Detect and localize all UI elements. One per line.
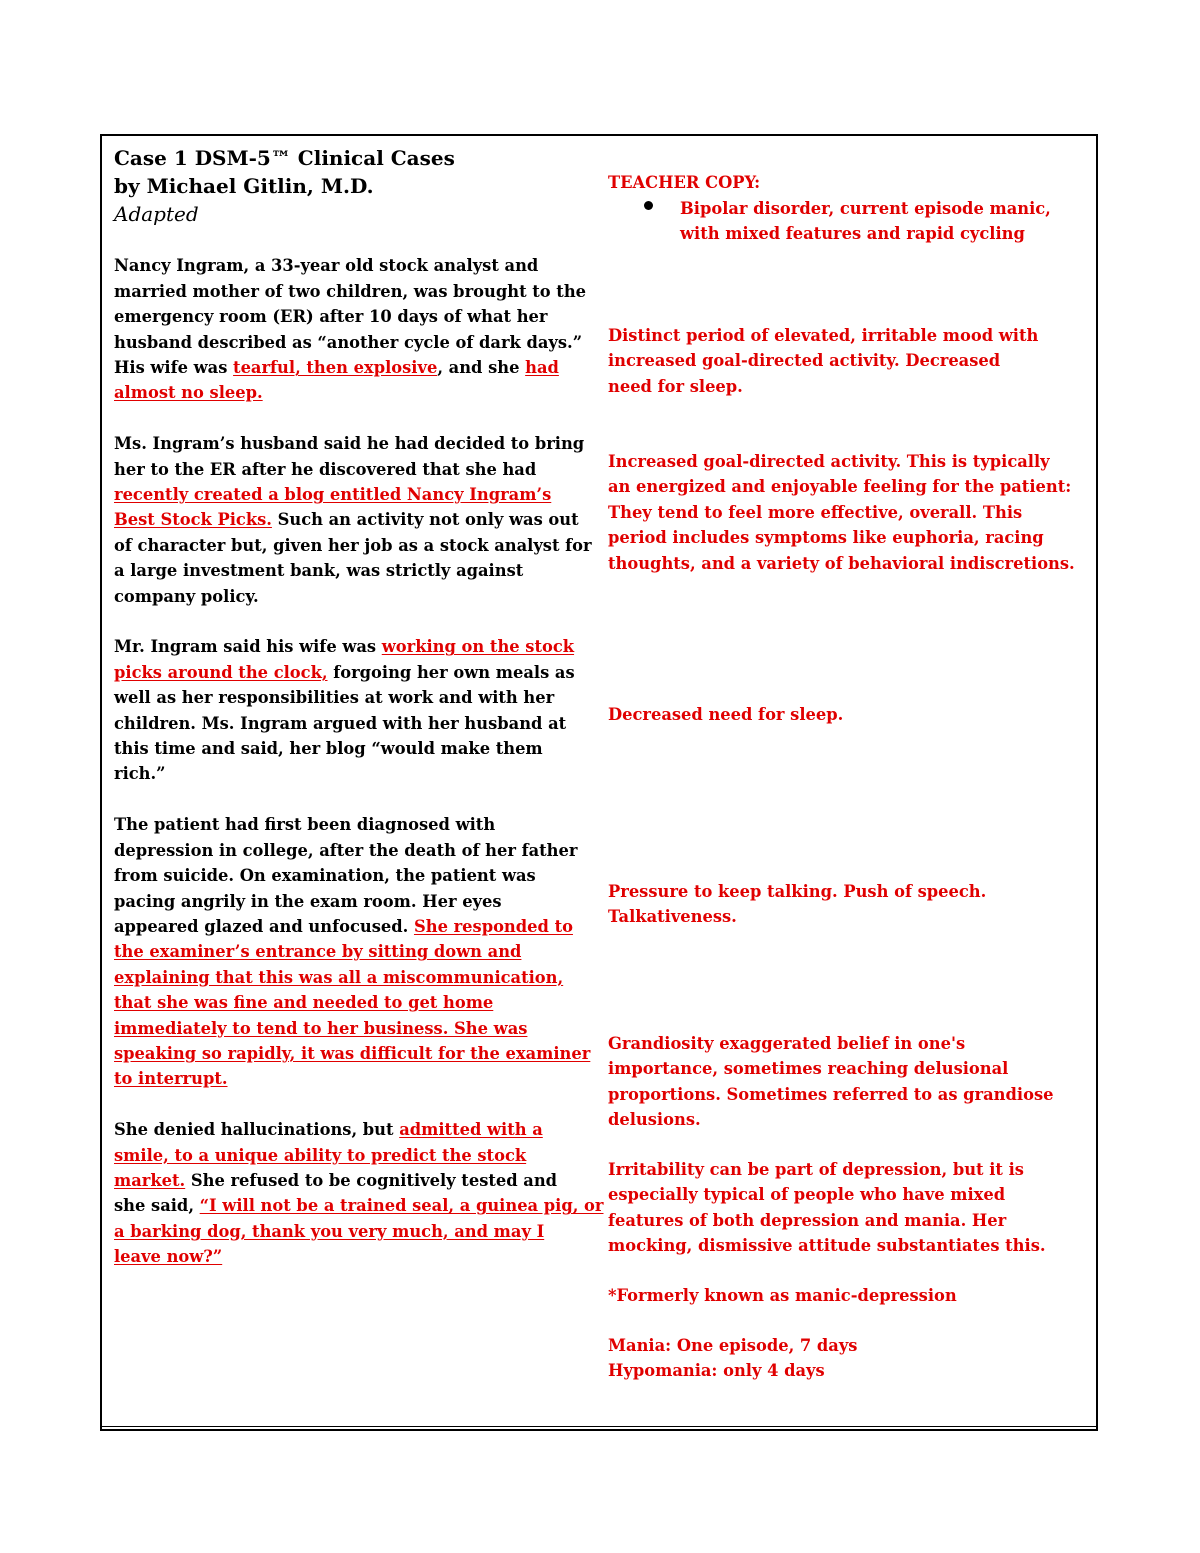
highlighted-phrase: the examiner’s entrance by sitting down and xyxy=(114,942,522,962)
teacher-note-line: features of both depression and mania. Her xyxy=(608,1210,1007,1230)
case-line xyxy=(114,330,596,355)
spacer xyxy=(114,228,596,253)
case-text: Mr. Ingram said his wife was xyxy=(114,637,382,657)
case-text: appeared glazed and unfocused. xyxy=(114,916,414,936)
highlighted-phrase: She responded to xyxy=(413,916,573,936)
teacher-note-line: delusions. xyxy=(608,1110,701,1130)
case-text: children. Ms. Ingram argued with her husband at xyxy=(114,713,567,733)
highlighted-phrase: to interrupt. xyxy=(114,1069,228,1089)
case-line xyxy=(114,939,596,964)
case-subtitle: Adapted xyxy=(114,202,199,226)
teacher-note-line: Grandiosity exaggerated belief in one's xyxy=(608,1034,966,1053)
spacer xyxy=(114,787,596,812)
teacher-note-line: Increased goal-directed activity. This is typically xyxy=(608,452,1050,471)
case-text: His wife was xyxy=(114,358,234,378)
highlighted-phrase: admitted with a xyxy=(399,1120,543,1140)
teacher-note-line: Decreased need for sleep. xyxy=(608,705,844,724)
case-line xyxy=(114,533,596,558)
case-line xyxy=(114,1117,596,1142)
case-line xyxy=(114,736,596,761)
case-line xyxy=(114,1016,596,1041)
case-column xyxy=(114,144,604,1270)
teacher-note-line: *Formerly known as manic-depression xyxy=(608,1286,957,1305)
case-text: her to the ER after he discovered that she had xyxy=(114,459,537,479)
case-text: depression in college, after the death of her father xyxy=(114,840,578,860)
highlighted-phrase: market. xyxy=(114,1170,186,1190)
case-paragraph xyxy=(114,431,596,609)
case-paragraph xyxy=(114,1117,604,1269)
case-line xyxy=(114,1168,596,1193)
case-text: forgoing her own meals as xyxy=(327,662,575,682)
case-line xyxy=(114,812,596,837)
case-line xyxy=(114,1066,596,1091)
teacher-note-grandiosity xyxy=(608,1031,1053,1133)
teacher-note-line: mocking, dismissive attitude substantiates this. xyxy=(608,1236,1046,1256)
case-line xyxy=(114,279,596,304)
case-line xyxy=(114,253,596,278)
case-line xyxy=(114,1244,596,1269)
highlighted-phrase: almost no sleep. xyxy=(114,383,263,403)
highlighted-phrase: explaining that this was all a miscommunication, xyxy=(114,967,564,987)
document-frame xyxy=(100,134,1098,1431)
highlighted-phrase: tearful, then explosive xyxy=(233,358,438,378)
case-text: She denied hallucinations, but xyxy=(114,1120,400,1140)
case-text: from suicide. On examination, the patient was xyxy=(114,866,536,886)
case-line xyxy=(114,914,596,939)
spacer xyxy=(114,1092,596,1117)
teacher-note-line: Hypomania: only 4 days xyxy=(608,1361,825,1381)
case-line xyxy=(114,482,596,507)
case-text: She refused to be cognitively tested and xyxy=(185,1170,558,1190)
case-text: , and she xyxy=(437,358,526,378)
teacher-note-line: importance, sometimes reaching delusional xyxy=(608,1059,1009,1079)
highlighted-phrase: recently created a blog entitled Nancy Ingram’s xyxy=(114,485,552,505)
teacher-note-line: Distinct period of elevated, irritable mood with xyxy=(608,326,1039,345)
case-line xyxy=(114,838,596,863)
case-paragraph xyxy=(114,253,596,405)
highlighted-phrase: working on the stock xyxy=(381,637,575,657)
case-line xyxy=(114,380,596,405)
case-line xyxy=(114,863,596,888)
teacher-note-line: Talkativeness. xyxy=(608,907,737,927)
teacher-note-line: Pressure to keep talking. Push of speech. xyxy=(608,882,987,901)
teacher-note-line: need for sleep. xyxy=(608,376,743,396)
highlighted-phrase: had xyxy=(525,358,559,378)
highlighted-phrase: Best Stock Picks. xyxy=(114,510,272,530)
case-text: this time and said, her blog “would make them xyxy=(114,739,543,759)
case-text: Ms. Ingram’s husband said he had decided to bring xyxy=(114,434,585,454)
teacher-heading: TEACHER COPY: xyxy=(608,173,761,192)
highlighted-phrase: speaking so rapidly, it was difficult for the examiner xyxy=(114,1043,591,1063)
case-text: she said, xyxy=(114,1196,200,1216)
teacher-note-line: Irritability can be part of depression, but it is xyxy=(608,1160,1024,1179)
teacher-note-sleep xyxy=(608,702,843,727)
case-line xyxy=(114,990,596,1015)
case-text: husband described as “another cycle of dark days.” xyxy=(114,332,583,352)
case-text: Nancy Ingram, a 33-year old stock analyst and xyxy=(114,256,539,276)
case-text: rich.” xyxy=(114,764,166,784)
highlighted-phrase: leave now?” xyxy=(114,1247,223,1267)
case-line xyxy=(114,761,596,786)
case-text: a large investment bank, was strictly against xyxy=(114,561,524,581)
case-line xyxy=(114,889,596,914)
case-line xyxy=(114,304,596,329)
teacher-note-line: an energized and enjoyable feeling for the patient: xyxy=(608,477,1072,497)
teacher-note-speech xyxy=(608,879,986,930)
case-line xyxy=(114,1143,596,1168)
teacher-note-line: Mania: One episode, 7 days xyxy=(608,1336,858,1355)
case-line xyxy=(114,507,596,532)
case-paragraph xyxy=(114,634,596,786)
highlighted-phrase: smile, to a unique ability to predict the stock xyxy=(114,1145,527,1165)
highlighted-phrase: picks around the clock, xyxy=(114,662,328,682)
highlighted-phrase: immediately to tend to her business. She was xyxy=(114,1018,528,1038)
case-line xyxy=(114,965,596,990)
case-line xyxy=(114,1041,596,1066)
case-text: emergency room (ER) after 10 days of what her xyxy=(114,307,548,327)
teacher-note-line: especially typical of people who have mixed xyxy=(608,1185,1006,1205)
spacer xyxy=(114,609,596,634)
case-text: married mother of two children, was brought to the xyxy=(114,281,587,301)
case-line xyxy=(114,660,596,685)
diagnosis-text xyxy=(680,196,1051,247)
case-text: of character but, given her job as a stock analyst for xyxy=(114,535,592,555)
case-line xyxy=(114,558,596,583)
highlighted-phrase: a barking dog, thank you very much, and may I xyxy=(114,1221,545,1241)
diagnosis-line: with mixed features and rapid cycling xyxy=(680,224,1025,244)
case-text: well as her responsibilities at work and with her xyxy=(114,688,555,708)
case-line xyxy=(114,1193,604,1218)
highlighted-phrase: that she was fine and needed to get home xyxy=(114,993,494,1013)
case-text: The patient had first been diagnosed with xyxy=(114,815,496,835)
diagnosis-line: Bipolar disorder, current episode manic, xyxy=(680,199,1051,218)
teacher-note-line: period includes symptoms like euphoria, racing xyxy=(608,528,1044,548)
case-line xyxy=(114,584,596,609)
teacher-note-irritability xyxy=(608,1157,1046,1259)
case-line xyxy=(114,431,596,456)
case-title: Case 1 DSM-5™ Clinical Cases xyxy=(114,146,455,170)
teacher-note-line: They tend to feel more effective, overall. This xyxy=(608,502,1023,522)
case-line xyxy=(114,1219,596,1244)
bullet-icon xyxy=(644,201,653,210)
highlighted-phrase: “I will not be a trained seal, a guinea pig, or xyxy=(199,1196,604,1216)
case-line xyxy=(114,685,596,710)
case-line xyxy=(114,711,596,736)
case-line xyxy=(114,457,596,482)
teacher-note-durations xyxy=(608,1333,857,1384)
case-paragraph xyxy=(114,812,596,1091)
case-text: company policy. xyxy=(114,586,259,606)
teacher-note-activity xyxy=(608,449,1075,576)
case-text: pacing angrily in the exam room. Her eyes xyxy=(114,891,502,911)
teacher-note-mood xyxy=(608,323,1038,399)
teacher-note-line: thoughts, and a variety of behavioral indiscretions. xyxy=(608,553,1075,573)
teacher-note-line: proportions. Sometimes referred to as grandiose xyxy=(608,1084,1054,1104)
case-line xyxy=(114,634,596,659)
spacer xyxy=(114,406,596,431)
case-author: by Michael Gitlin, M.D. xyxy=(114,174,374,198)
teacher-note-formerly xyxy=(608,1283,957,1308)
teacher-note-line: increased goal-directed activity. Decreased xyxy=(608,351,1001,371)
case-line xyxy=(114,355,596,380)
case-text: Such an activity not only was out xyxy=(271,510,579,530)
